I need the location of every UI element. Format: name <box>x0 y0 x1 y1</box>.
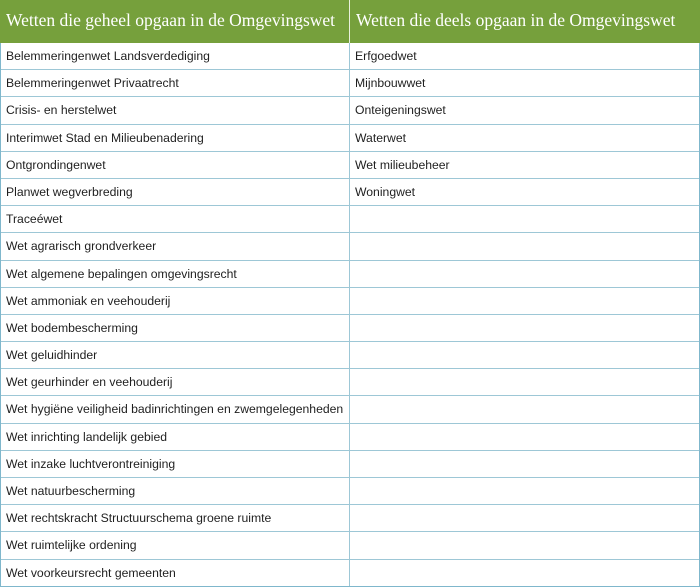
cell-partially-merged-law <box>350 342 699 368</box>
table-row <box>1 396 699 423</box>
table-row <box>1 451 699 478</box>
cell-partially-merged-law <box>350 451 699 477</box>
table-row <box>1 342 699 369</box>
cell-fully-merged-law: Belemmeringenwet Landsverdediging <box>1 43 350 69</box>
cell-fully-merged-law: Wet geluidhinder <box>1 342 350 368</box>
table-row <box>1 233 699 260</box>
table-body <box>0 43 700 587</box>
cell-partially-merged-law <box>350 369 699 395</box>
cell-partially-merged-law: Onteigeningswet <box>355 103 446 118</box>
cell-fully-merged-law: Wet voorkeursrecht gemeenten <box>1 560 350 586</box>
cell-fully-merged-law: Ontgrondingenwet <box>1 152 350 178</box>
cell-partially-merged-law: Waterwet <box>355 130 407 145</box>
cell-fully-merged-law: Wet natuurbescherming <box>1 478 350 504</box>
cell-partially-merged-law <box>350 532 699 558</box>
cell-partially-merged-law <box>350 478 699 504</box>
table-row <box>1 369 699 396</box>
table-row <box>1 152 699 179</box>
cell-partially-merged-law <box>350 261 699 287</box>
table-row <box>1 478 699 505</box>
table-row <box>1 261 699 288</box>
cell-partially-merged-law: Mijnbouwwet <box>355 76 426 91</box>
table-row <box>1 505 699 532</box>
cell-partially-merged-law <box>350 206 699 232</box>
cell-partially-merged-law <box>350 396 699 422</box>
table-row <box>1 43 699 70</box>
table-row <box>1 70 699 97</box>
cell-fully-merged-law: Wet inzake luchtverontreiniging <box>1 451 350 477</box>
table-row <box>1 206 699 233</box>
cell-fully-merged-law: Wet geurhinder en veehouderij <box>1 369 350 395</box>
cell-partially-merged-law <box>350 560 699 586</box>
column-header-fully-merged: Wetten die geheel opgaan in de Omgevingswet <box>6 10 336 30</box>
cell-fully-merged-law: Wet agrarisch grondverkeer <box>1 233 350 259</box>
cell-fully-merged-law: Wet algemene bepalingen omgevingsrecht <box>1 261 350 287</box>
table-row <box>1 424 699 451</box>
table-row <box>1 288 699 315</box>
cell-fully-merged-law: Wet bodembescherming <box>1 315 350 341</box>
cell-fully-merged-law: Wet inrichting landelijk gebied <box>1 424 350 450</box>
table-row <box>1 315 699 342</box>
cell-fully-merged-law: Interimwet Stad en Milieubenadering <box>1 125 350 151</box>
cell-fully-merged-law: Wet ruimtelijke ordening <box>1 532 350 558</box>
cell-fully-merged-law: Belemmeringenwet Privaatrecht <box>1 70 350 96</box>
table-row <box>1 532 699 559</box>
table-row <box>1 97 699 124</box>
cell-fully-merged-law: Wet ammoniak en veehouderij <box>1 288 350 314</box>
table-header <box>0 0 700 43</box>
table-row <box>1 560 699 587</box>
cell-fully-merged-law: Crisis- en herstelwet <box>1 97 350 123</box>
cell-partially-merged-law <box>350 288 699 314</box>
cell-partially-merged-law: Wet milieubeheer <box>355 157 450 172</box>
table-row <box>1 179 699 206</box>
cell-fully-merged-law: Wet hygiëne veiligheid badinrichtingen en zwemgelegenheden <box>1 396 350 422</box>
cell-partially-merged-law <box>350 505 699 531</box>
table-row <box>1 125 699 152</box>
cell-partially-merged-law <box>350 424 699 450</box>
cell-partially-merged-law <box>350 315 699 341</box>
cell-fully-merged-law: Traceéwet <box>1 206 350 232</box>
cell-partially-merged-law <box>350 233 699 259</box>
cell-partially-merged-law: Woningwet <box>355 184 416 199</box>
cell-fully-merged-law: Planwet wegverbreding <box>1 179 350 205</box>
cell-fully-merged-law: Wet rechtskracht Structuurschema groene ruimte <box>1 505 350 531</box>
column-header-partially-merged: Wetten die deels opgaan in de Omgevingswet <box>349 0 700 43</box>
cell-partially-merged-law: Erfgoedwet <box>355 49 417 63</box>
